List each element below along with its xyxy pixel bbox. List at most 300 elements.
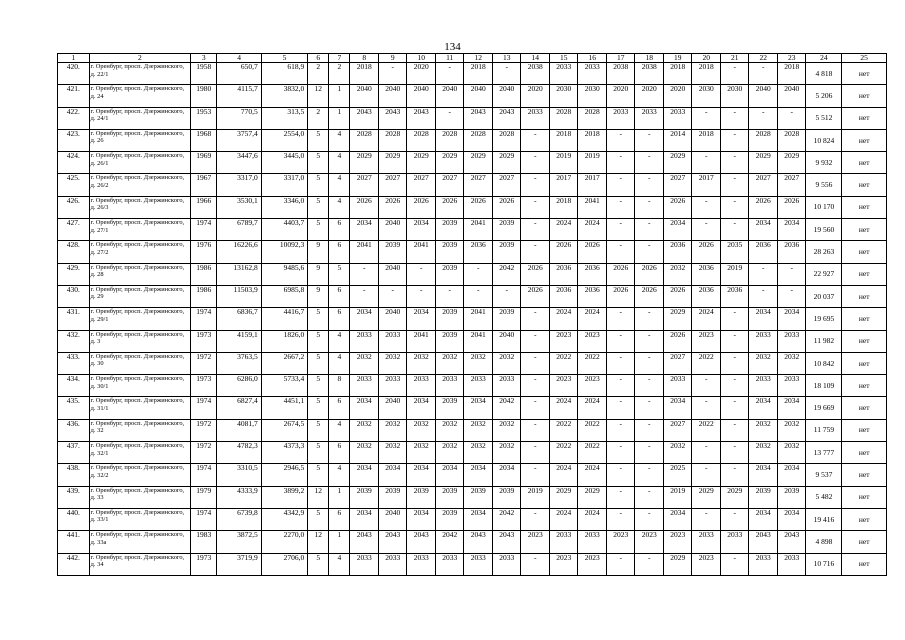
data-cell: - [777,107,806,129]
data-cell: 2018 [578,129,607,151]
row-number-cell: 435. [58,397,90,419]
data-cell: 2030 [549,85,578,107]
data-cell: 2040 [492,330,521,352]
data-cell: 4 [329,196,350,218]
data-cell: 2033 [606,107,635,129]
data-cell: - [720,397,749,419]
page-number: 134 [444,41,461,53]
data-cell: - [720,308,749,330]
row-number-cell: 428. [58,241,90,263]
data-cell: 2033 [777,375,806,397]
data-cell: 2026 [606,263,635,285]
data-cell: - [606,330,635,352]
status-cell: нет [842,263,887,285]
area-cell: 4451,1 [261,397,307,419]
data-cell: 2033 [378,330,407,352]
data-cell: 6 [329,442,350,464]
data-cell: - [720,152,749,174]
data-cell: 2024 [578,397,607,419]
data-cell: 2035 [720,241,749,263]
data-cell: 2039 [435,508,464,530]
data-cell: 2043 [777,531,806,553]
area-cell: 6985,8 [261,285,307,307]
table-row [58,152,887,174]
column-number: 7 [329,54,350,63]
table-row [58,486,887,508]
data-cell: 2033 [435,375,464,397]
row-number-cell: 424. [58,152,90,174]
data-cell: 2027 [407,174,436,196]
address-cell: г. Оренбург, просп. Дзержинского, д. 31/1 [89,397,190,419]
status-cell: нет [842,375,887,397]
data-cell: - [720,107,749,129]
data-cell: - [720,553,749,575]
cost-cell: 9 932 [806,152,842,174]
data-cell: 2022 [692,352,721,374]
data-cell: 4 [329,352,350,374]
address-cell: г. Оренбург, просп. Дзержинского, д. 27/2 [89,241,190,263]
data-cell: 8 [329,375,350,397]
data-cell: - [464,263,493,285]
data-cell: 2039 [435,219,464,241]
data-cell: 2033 [663,107,692,129]
data-cell: - [749,285,778,307]
data-cell: 2017 [578,174,607,196]
data-cell: 2023 [663,531,692,553]
data-cell: 2033 [549,531,578,553]
table-row [58,63,887,85]
area-cell: 4159,1 [217,330,261,352]
area-cell: 3317,0 [217,174,261,196]
data-cell: 2024 [578,308,607,330]
data-cell: - [720,330,749,352]
column-number: 5 [261,54,307,63]
data-cell: 2040 [749,85,778,107]
data-cell: 2042 [492,263,521,285]
data-cell: - [435,107,464,129]
data-cell: 1972 [191,442,217,464]
data-cell: - [692,464,721,486]
area-cell: 3447,6 [217,152,261,174]
data-cell: 2032 [749,352,778,374]
data-cell: 2033 [777,553,806,575]
data-cell: 6 [329,397,350,419]
status-cell: нет [842,63,887,85]
row-number-cell: 425. [58,174,90,196]
area-cell: 4342,9 [261,508,307,530]
data-cell: 2034 [663,508,692,530]
data-cell: 2043 [407,531,436,553]
data-cell: - [350,263,379,285]
cost-cell: 5 512 [806,107,842,129]
data-cell: 2034 [777,508,806,530]
data-cell: - [521,129,550,151]
data-cell: - [692,442,721,464]
status-cell: нет [842,285,887,307]
area-cell: 4416,7 [261,308,307,330]
data-cell: 2039 [492,241,521,263]
address-cell: г. Оренбург, просп. Дзержинского, д. 33а [89,531,190,553]
data-cell: 2024 [578,219,607,241]
data-cell: 2023 [549,553,578,575]
cost-cell: 11 759 [806,419,842,441]
data-cell: 2033 [578,531,607,553]
data-cell: - [692,196,721,218]
data-cell: - [749,63,778,85]
data-cell: 5 [308,129,329,151]
status-cell: нет [842,442,887,464]
area-cell: 4115,7 [217,85,261,107]
data-cell: - [521,553,550,575]
data-cell: 2026 [663,285,692,307]
data-cell: 2020 [635,85,664,107]
data-cell: 2022 [578,442,607,464]
address-cell: г. Оренбург, просп. Дзержинского, д. 29 [89,285,190,307]
data-cell: 2032 [407,442,436,464]
data-cell: 2024 [549,397,578,419]
data-cell: 2032 [378,419,407,441]
data-cell: 1969 [191,152,217,174]
data-cell: 5 [308,174,329,196]
data-cell: 2023 [578,553,607,575]
data-cell: 2040 [350,85,379,107]
data-cell: - [692,152,721,174]
data-cell: 2029 [378,152,407,174]
data-cell: 2024 [549,219,578,241]
cost-cell: 19 669 [806,397,842,419]
data-cell: 2040 [435,85,464,107]
address-cell: г. Оренбург, просп. Дзержинского, д. 32 [89,419,190,441]
cost-cell: 4 818 [806,63,842,85]
data-cell: 2027 [663,352,692,374]
data-cell: 2039 [464,486,493,508]
data-cell: 2032 [350,442,379,464]
data-cell: 2033 [578,63,607,85]
data-cell: - [606,442,635,464]
data-cell: 1953 [191,107,217,129]
data-cell: 2017 [549,174,578,196]
data-cell: 1976 [191,241,217,263]
column-number: 16 [578,54,607,63]
data-cell: - [635,553,664,575]
data-cell: 2033 [549,63,578,85]
data-cell: 2041 [464,330,493,352]
area-cell: 10092,3 [261,241,307,263]
data-cell: 2032 [492,352,521,374]
data-cell: 6 [329,308,350,330]
area-cell: 313,5 [261,107,307,129]
status-cell: нет [842,464,887,486]
column-number: 9 [378,54,407,63]
address-cell: г. Оренбург, просп. Дзержинского, д. 26/1 [89,152,190,174]
table-row [58,442,887,464]
area-cell: 770,5 [217,107,261,129]
data-cell: - [635,508,664,530]
address-cell: г. Оренбург, просп. Дзержинского, д. 34 [89,553,190,575]
status-cell: нет [842,508,887,530]
column-number: 11 [435,54,464,63]
data-cell: 2019 [663,486,692,508]
data-cell: 2026 [606,285,635,307]
area-cell: 3346,0 [261,196,307,218]
table-row [58,553,887,575]
data-cell: 2039 [777,486,806,508]
row-number-cell: 427. [58,219,90,241]
data-cell: 2024 [578,508,607,530]
data-cell: 2039 [435,397,464,419]
data-cell: - [692,107,721,129]
data-cell: 2040 [407,85,436,107]
data-cell: 2036 [749,241,778,263]
data-cell: - [350,285,379,307]
data-cell: 2028 [350,129,379,151]
data-cell: 2018 [663,63,692,85]
data-cell: - [606,174,635,196]
data-cell: - [378,63,407,85]
data-cell: 1974 [191,397,217,419]
address-cell: г. Оренбург, просп. Дзержинского, д. 26 [89,129,190,151]
cost-cell: 10 824 [806,129,842,151]
area-cell: 16226,6 [217,241,261,263]
data-cell: 2033 [378,375,407,397]
data-cell: 2028 [578,107,607,129]
data-cell: - [720,219,749,241]
data-cell: 2033 [435,553,464,575]
data-cell: 2040 [378,263,407,285]
data-cell: 1 [329,107,350,129]
data-cell: 2034 [407,308,436,330]
data-cell: 2020 [606,85,635,107]
data-cell: 1 [329,531,350,553]
data-cell: 2033 [720,531,749,553]
data-cell: 2036 [549,285,578,307]
data-cell: 2024 [549,464,578,486]
data-cell: 2034 [407,464,436,486]
data-cell: - [635,442,664,464]
data-cell: 2029 [720,486,749,508]
data-cell: 2033 [663,375,692,397]
data-cell: - [635,196,664,218]
data-cell: 2018 [350,63,379,85]
data-cell: 2029 [435,152,464,174]
data-cell: 2040 [378,397,407,419]
table-row [58,508,887,530]
data-cell: 2033 [777,330,806,352]
data-cell: 5 [308,419,329,441]
cost-cell: 9 556 [806,174,842,196]
data-cell: 2039 [407,486,436,508]
data-cell: - [720,464,749,486]
data-cell: 2039 [749,486,778,508]
cost-cell: 4 898 [806,531,842,553]
data-cell: 2023 [549,375,578,397]
data-cell: - [720,442,749,464]
data-cell: 2018 [549,196,578,218]
status-cell: нет [842,152,887,174]
data-cell: - [521,196,550,218]
area-cell: 2946,5 [261,464,307,486]
area-cell: 4081,7 [217,419,261,441]
area-cell: 2674,5 [261,419,307,441]
area-cell: 6789,7 [217,219,261,241]
data-cell: 9 [308,241,329,263]
data-cell: - [521,375,550,397]
table-row [58,219,887,241]
address-cell: г. Оренбург, просп. Дзержинского, д. 24/1 [89,107,190,129]
cost-cell: 18 109 [806,375,842,397]
data-cell: 2043 [350,531,379,553]
data-cell: 2 [308,63,329,85]
data-cell: 2024 [549,508,578,530]
data-cell: 2022 [578,419,607,441]
data-cell: 6 [329,285,350,307]
data-cell: 2034 [435,464,464,486]
data-cell: - [635,352,664,374]
area-cell: 13162,8 [217,263,261,285]
data-cell: 2026 [777,196,806,218]
data-cell: 2040 [378,508,407,530]
data-cell: - [606,308,635,330]
data-cell: 1973 [191,330,217,352]
column-number: 4 [217,54,261,63]
data-cell: - [606,419,635,441]
row-number-cell: 433. [58,352,90,374]
address-cell: г. Оренбург, просп. Дзержинского, д. 32/2 [89,464,190,486]
cost-cell: 10 716 [806,553,842,575]
data-cell: 2033 [378,553,407,575]
data-cell: 1974 [191,508,217,530]
data-cell: 2022 [549,442,578,464]
address-cell: г. Оренбург, просп. Дзержинского, д. 27/1 [89,219,190,241]
data-cell: 2022 [549,419,578,441]
data-cell: 2022 [578,352,607,374]
data-cell: 2023 [549,330,578,352]
column-number: 25 [842,54,887,63]
data-cell: - [720,375,749,397]
area-cell: 3757,4 [217,129,261,151]
data-cell: 2033 [635,107,664,129]
table-row [58,285,887,307]
table-row [58,375,887,397]
data-cell: 2033 [464,553,493,575]
data-cell: 2032 [777,419,806,441]
data-cell: - [720,63,749,85]
data-cell: 2026 [521,263,550,285]
data-cell: 5 [308,152,329,174]
column-number: 15 [549,54,578,63]
data-cell: - [521,308,550,330]
data-cell: 2041 [407,241,436,263]
data-cell: 1986 [191,285,217,307]
column-number: 6 [308,54,329,63]
data-cell: 2039 [435,330,464,352]
column-number: 20 [692,54,721,63]
data-cell: 2019 [578,152,607,174]
area-cell: 650,7 [217,63,261,85]
area-cell: 618,9 [261,63,307,85]
column-number: 18 [635,54,664,63]
data-cell: 2032 [663,263,692,285]
data-cell: 1974 [191,308,217,330]
data-cell: 2027 [492,174,521,196]
cost-cell: 13 777 [806,442,842,464]
data-cell: 2032 [435,352,464,374]
column-number-row [58,54,887,63]
data-cell: - [749,107,778,129]
data-cell: - [692,375,721,397]
data-cell: 2034 [777,219,806,241]
row-number-cell: 442. [58,553,90,575]
data-cell: 5 [308,375,329,397]
status-cell: нет [842,85,887,107]
data-cell: 2032 [378,352,407,374]
table-row [58,241,887,263]
column-number: 22 [749,54,778,63]
data-cell: 2026 [749,196,778,218]
address-cell: г. Оренбург, просп. Дзержинского, д. 26/3 [89,196,190,218]
data-cell: - [521,397,550,419]
data-cell: 2032 [435,442,464,464]
data-cell: - [521,241,550,263]
data-cell: 2041 [464,219,493,241]
data-cell: 2043 [749,531,778,553]
data-cell: 2034 [749,219,778,241]
data-cell: 2033 [749,375,778,397]
data-cell: - [720,174,749,196]
data-cell: 2036 [663,241,692,263]
data-cell: 2033 [492,375,521,397]
data-cell: - [692,397,721,419]
data-cell: 2027 [777,174,806,196]
data-cell: 2036 [692,285,721,307]
row-number-cell: 440. [58,508,90,530]
data-cell: - [635,129,664,151]
address-cell: г. Оренбург, просп. Дзержинского, д. 22/1 [89,63,190,85]
data-cell: 2019 [521,486,550,508]
data-cell: 1973 [191,375,217,397]
cost-cell: 19 695 [806,308,842,330]
data-cell: 2029 [407,152,436,174]
data-cell: 2027 [663,419,692,441]
data-cell: 2039 [435,486,464,508]
data-cell: 2034 [777,397,806,419]
data-cell: - [635,308,664,330]
data-cell: 5 [308,508,329,530]
data-cell: 2027 [350,174,379,196]
data-cell: 2034 [350,508,379,530]
data-cell: 2027 [663,174,692,196]
data-cell: 2032 [407,419,436,441]
data-cell: 2040 [777,85,806,107]
cost-cell: 22 927 [806,263,842,285]
data-cell: - [521,419,550,441]
data-cell: 2034 [350,464,379,486]
data-cell: 2030 [692,85,721,107]
column-number: 23 [777,54,806,63]
status-cell: нет [842,129,887,151]
data-cell: - [521,352,550,374]
data-cell: 2039 [435,263,464,285]
data-cell: 2034 [777,308,806,330]
data-cell: - [521,464,550,486]
data-cell: 2034 [749,397,778,419]
data-cell: 2034 [464,464,493,486]
data-cell: 4 [329,464,350,486]
data-cell: 5 [308,397,329,419]
data-cell: 2034 [777,464,806,486]
data-cell: 2036 [692,263,721,285]
data-cell: - [407,285,436,307]
